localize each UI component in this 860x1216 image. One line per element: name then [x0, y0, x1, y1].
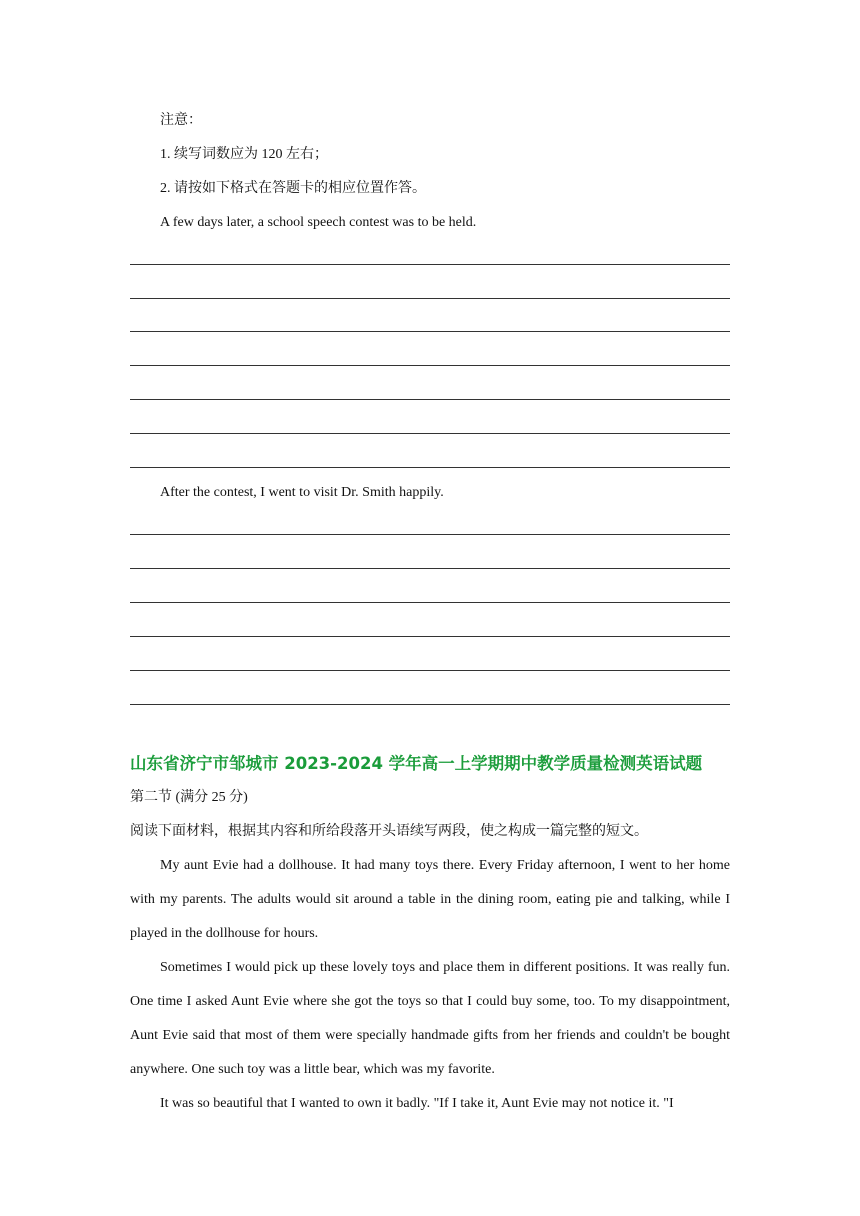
- writing-line: [130, 467, 730, 468]
- section-part: 第二节 (满分 25 分): [130, 790, 248, 805]
- paragraph-3: It was so beautiful that I wanted to own it badly. "If I take it, Aunt Evie may not notice it. "I: [160, 1096, 674, 1111]
- paragraph-1: My aunt Evie had a dollhouse. It had many toys there. Every Friday afternoon, I went to her home with my parents. The adults would sit around a table in the dining room, eating pie and talking, while I played in the dollhouse for hours.: [130, 858, 730, 941]
- notes-heading: 注意：: [160, 113, 202, 128]
- writing-line: [130, 298, 730, 299]
- writing-line: [130, 568, 730, 569]
- notes-item-1: 1. 续写词数应为 120 左右；: [160, 147, 328, 162]
- writing-line: [130, 264, 730, 265]
- paragraph-2: Sometimes I would pick up these lovely toys and place them in different positions. It was really fun. One time I asked Aunt Evie where she got the toys so that I could buy some, too. To my disappointment, Aunt Evie said that most of them were specially handmade gifts from her friends and couldn't be bought anywhere. One such toy was a little bear, which was my favorite.: [130, 960, 730, 1077]
- writing-line: [130, 602, 730, 603]
- continuation-prompt-1: A few days later, a school speech contest was to be held.: [160, 215, 477, 230]
- writing-line: [130, 636, 730, 637]
- writing-line: [130, 534, 730, 535]
- writing-line: [130, 433, 730, 434]
- notes-item-2: 2. 请按如下格式在答题卡的相应位置作答。: [160, 181, 426, 196]
- writing-line: [130, 670, 730, 671]
- writing-line: [130, 399, 730, 400]
- section-title: 山东省济宁市邹城市 2023-2024 学年高一上学期期中教学质量检测英语试题: [130, 754, 703, 773]
- writing-line: [130, 704, 730, 705]
- writing-line: [130, 365, 730, 366]
- writing-line: [130, 331, 730, 332]
- section-instruction: 阅读下面材料，根据其内容和所给段落开头语续写两段，使之构成一篇完整的短文。: [130, 824, 648, 839]
- continuation-prompt-2: After the contest, I went to visit Dr. Smith happily.: [160, 485, 444, 500]
